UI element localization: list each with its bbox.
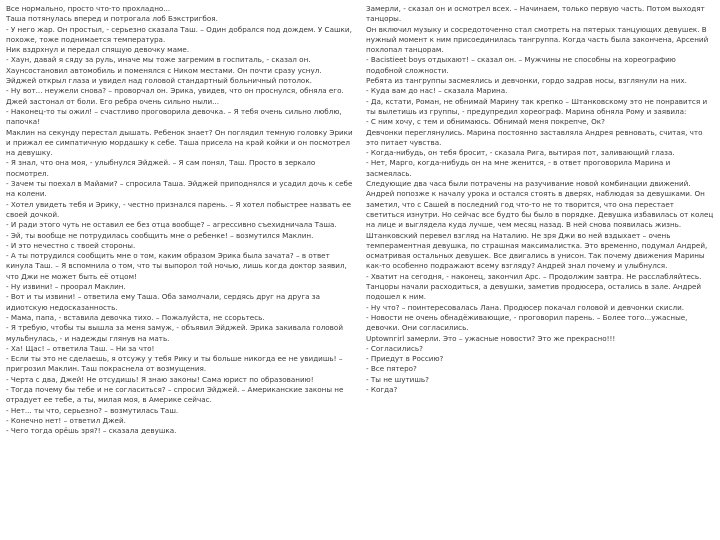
- paragraph: - Если ты это не сделаешь, я отсужу у тебя Рику и ты больше никогда ее не увидишь! – пригрозил Маклин. Таш покраснела от возмущения.: [6, 354, 343, 374]
- paragraph: - Приедут в Россию?: [366, 354, 444, 364]
- paragraph: - С ним хочу, с тем и обнимаюсь. Обнимай меня покрепче, Ок?: [366, 117, 605, 127]
- paragraph: Замерли, - сказал он и осмотрел всех. – Начинаем, только первую часть. Потом выходят танцоры.: [366, 4, 705, 24]
- paragraph: - Вот и ты извини! – ответила ему Таша. Оба замолчали, сердясь друг на друга за идиотскую недосказанность.: [6, 292, 321, 312]
- paragraph: - Когда?: [366, 384, 398, 394]
- paragraph: - И ради этого чуть не оставил ее без отца вообще? – агрессивно съехидничала Таша.: [6, 220, 337, 230]
- paragraph: - Нет... ты что, серьезно? – возмутилась Таш.: [6, 405, 179, 415]
- paragraph: - У него жар. Он простыл, - серьезно сказала Таш. – Один добрался под дождем. У Сашки, похоже, тоже поднимается температура.: [6, 24, 352, 44]
- paragraph: - Куда вам до нас! – сказала Марина.: [366, 86, 508, 96]
- paragraph: - Я требую, чтобы ты вышла за меня замуж, - объявил Эйджей. Эрика закивала головой мульбнулась, - и надежды глянув на мать.: [6, 323, 343, 343]
- left-text-column: [6, 4, 354, 536]
- paragraph: Девчонки переглянулись. Марина постоянно заставляла Андрея ревновать, считая, что это питает чувства.: [366, 127, 703, 147]
- paragraph: - Ну вот... неужели снова? – проворчал он. Эрика, увидев, что он проснулся, обняла его. Джей застонал от боли. Его ребра очень сильно ныли...: [6, 86, 344, 106]
- paragraph: Танцоры начали расходиться, а девушки, заметив продюсера, остались в зале. Андрей подошел к ним.: [366, 282, 702, 302]
- paragraph: - А ты потрудился сообщить мне о том, каким образом Эрика была зачата? – в ответ кинула Таш. – Я вспомнила о том, что ты выпорол той ночью, лишь когда доктор заявил, что Джи не может быть её отцом!: [6, 251, 347, 281]
- paragraph: - Конечно нет! – ответил Джей.: [6, 415, 126, 425]
- paragraph: - Ну извини! – проорал Маклин.: [6, 282, 126, 292]
- paragraph: - Хватит на сегодня, - наконец, закончил Арс. – Продолжим завтра. Не расслабляйтесь.: [366, 271, 702, 281]
- paragraph: - Ну что? – поинтересовалась Лана. Продюсер покачал головой и девчонки скисли.: [366, 302, 685, 312]
- paragraph: - Зачем ты поехал в Майами? – спросила Таша. Эйджей приподнялся и усадил дочь к себе на колени.: [6, 179, 353, 199]
- paragraph: Таша потянулась вперед и потрогала лоб Бэкстригбоя.: [6, 14, 218, 24]
- right-text-column: [366, 4, 714, 536]
- paragraph: - Ха! Щас! – ответила Таш. – Ни за что!: [6, 343, 155, 353]
- paragraph: - И это нечестно с твоей стороны.: [6, 240, 136, 250]
- paragraph: Эйджей открыл глаза и увидел над головой стандартный больничный потолок.: [6, 76, 312, 86]
- paragraph: - Наконец-то ты ожил! – счастливо проговорила девочка. – Я тебя очень сильно люблю, папочка!: [6, 106, 342, 127]
- paragraph: - Нет, Марго, когда-нибудь он на мне женится, - в ответ проговорила Марина и засмеялась.: [366, 158, 671, 178]
- paragraph: - Я знал, что она моя, - улыбнулся Эйджей. – Я сам понял, Таш. Просто в зеркало посмотрел.: [6, 158, 316, 178]
- paragraph: - Тогда почему бы тебе и не согласиться? – спросил Эйджей. – Американские законы не отрадует ее тебе, а ты, милая моя, в Америке сейчас.: [6, 384, 344, 405]
- paragraph: - Чего тогда орёшь зря?! – сказала девушка.: [6, 426, 177, 436]
- paragraph: - Ты не шутишь?: [366, 374, 429, 384]
- paragraph: - Согласились?: [366, 343, 423, 353]
- paragraph: Ник вздрхнул и передал спящую девочку маме.: [6, 45, 190, 55]
- paragraph: - Черта с два, Джей! Не отсудишь! Я знаю законы! Сама юрист по образованию!: [6, 374, 314, 384]
- paragraph: - Bacistieet boys отдыхают! – сказал он. – Мужчины не способны на хореографию подобной сложности.: [366, 55, 676, 75]
- paragraph: - Мама, папа, - вставила девочка тихо. – Пожалуйста, не ссорьтесь.: [6, 312, 265, 322]
- paragraph: - Да, кстати, Роман, не обнимай Марину так крепко – Штанковскому это не понравится и ты вылетишь из группы, - предупредил хореограф. Марина обняла Рому и заявила:: [366, 96, 708, 116]
- paragraph: Ребята из тангруппы засмеялись и девчонки, гордо задрав носы, взглянули на них.: [366, 76, 687, 86]
- paragraph: - Эй, ты вообще не потрудилась сообщить мне о ребенке! – возмутился Маклин.: [6, 230, 314, 240]
- paragraph: - Хаун, давай я сяду за руль, иначе мы тоже загремим в госпиталь, - сказал он. Хаунсостановил автомобиль и поменялся с Ником местами. Он почти сразу уснул.: [6, 55, 322, 75]
- paragraph: - Хотел увидеть тебя и Эрику, - честно признался парень. – Я хотел побыстрее назвать ее своей дочкой.: [6, 199, 352, 219]
- paragraph: - Все пятеро?: [366, 364, 417, 374]
- paragraph: - Новости не очень обнадёживающие, - проговорил парень. – Более того...ужасные, девочки. Они согласились.: [366, 312, 688, 333]
- paragraph: Все нормально, просто что-то прохладно...: [6, 4, 171, 13]
- paragraph: - Когда-нибудь, он тебя бросит, - сказала Рига, вытирая пот, заливающий глаза.: [366, 148, 675, 158]
- paragraph: Маклин на секунду перестал дышать. Ребенок знает? Он поглядил темную головку Эрики и прижал ее симпатичную мордашку к себе. Таша присела на край койки и он посмотрел на девушку.: [6, 127, 353, 158]
- paragraph: Uptownгirl замерли. Это – ужасные новости? Это же прекрасно!!!: [366, 333, 616, 343]
- paragraph: Следующие два часа были потрачены на разучивание новой комбинации движений. Андрей попозже к началу урока и остался стоять в дверях, наблюдая за девушками. Он заметил, что с Сашей в последний год что-то не то творится, что она перестает светиться изнутри. Но сейчас все будто бы было в порядке. Девушка избавилась от колец на лице и выглядела куда лучше, чем месяц назад. В ней снова появилась жизнь. Штанковский перевел взгляд на Наталию. Не зря Джи во ней вздыхает – очень темпераментная девушка, по страшная максималистка. Это временно, подумал Андрей, осматривая остальных девушек. Все двигались в унисон. Так почему движения Марины как-то особенно подражают всему взгляду? Андрей знал почему и улыбнулся.: [366, 179, 714, 271]
- paragraph: Он включил музыку и сосредоточенно стал смотреть на пятерых танцующих девушек. В нужный момент к ним присоединилась тангруппа. Когда часть была закончена, Арсений похлопал танцорам.: [366, 24, 709, 55]
